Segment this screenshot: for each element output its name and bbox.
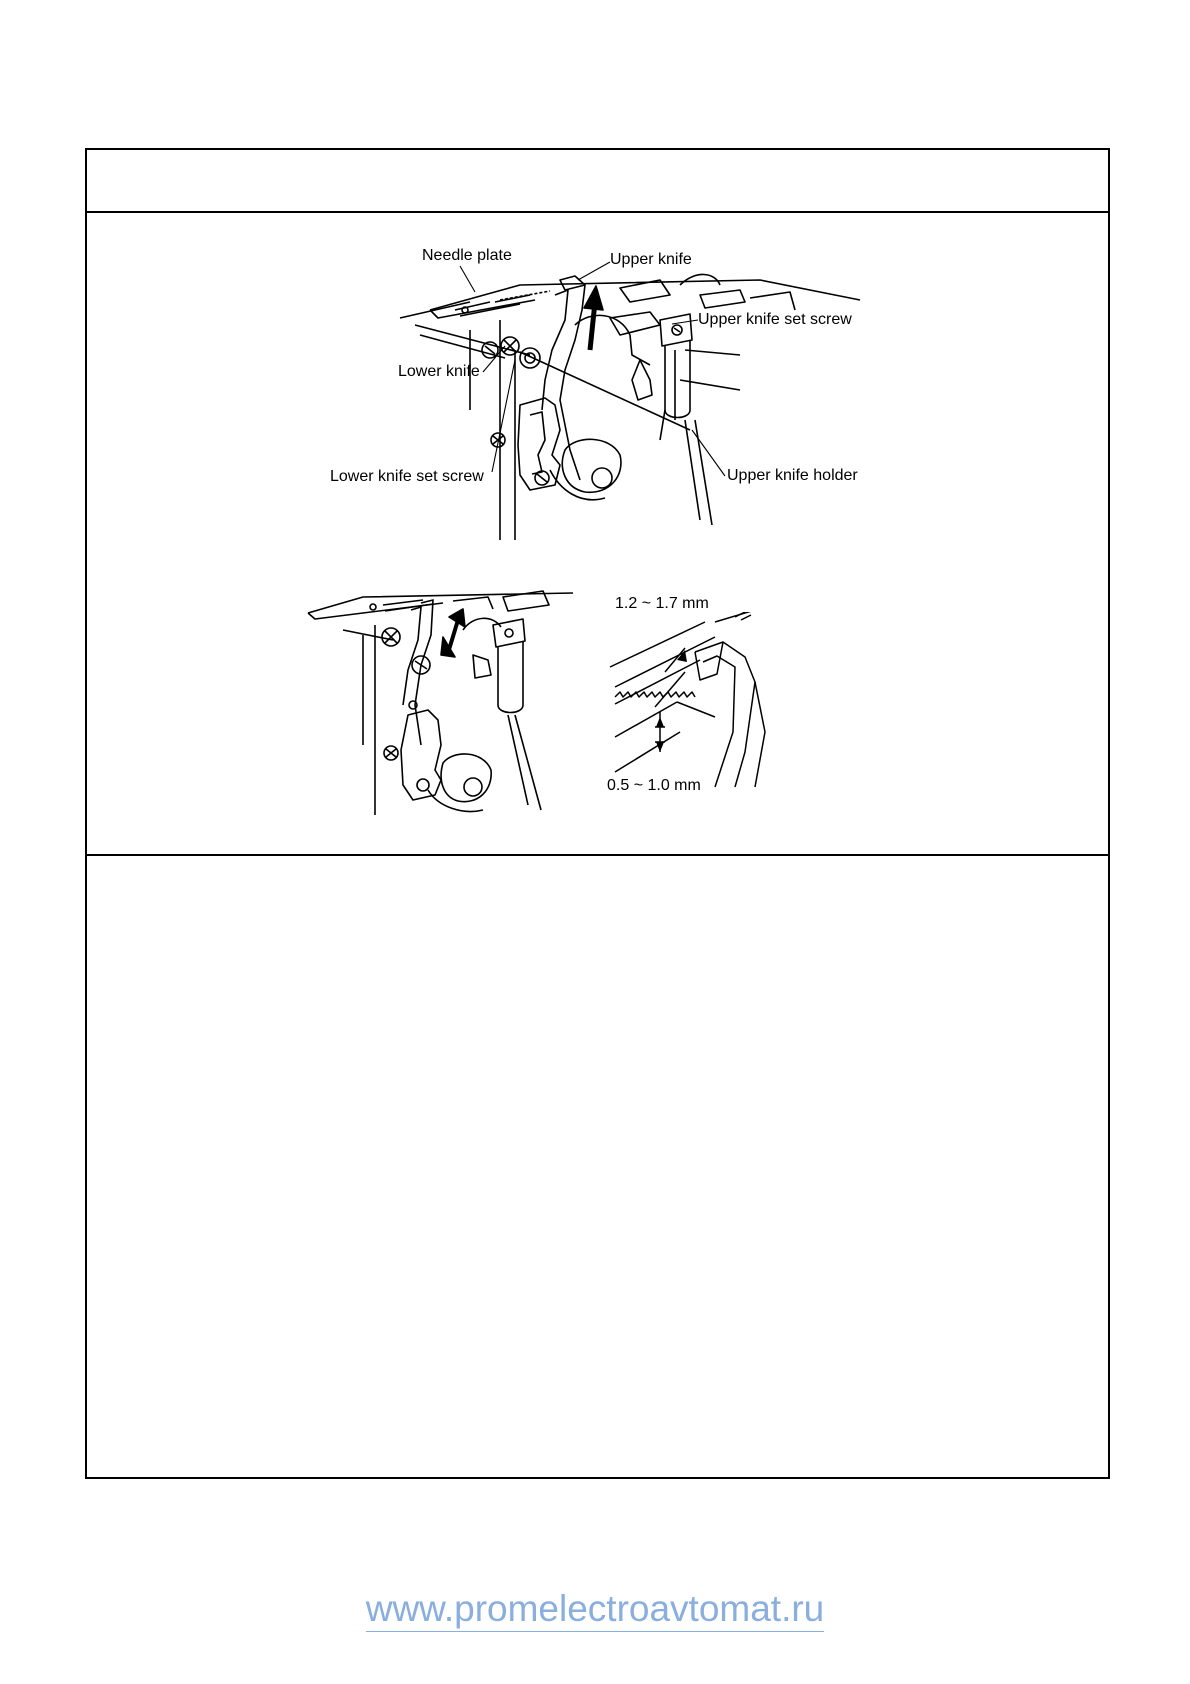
- knife-clearance-drawing: [605, 612, 805, 797]
- lower-knife-label: Lower knife: [398, 363, 480, 380]
- watermark-text[interactable]: www.promelectroavtomat.ru: [366, 1588, 825, 1632]
- knife-adjustment-drawing: [303, 575, 588, 820]
- header-row-divider: [87, 211, 1108, 213]
- watermark-link[interactable]: [0, 1588, 1190, 1630]
- knife-assembly-figure: [320, 240, 880, 545]
- gap-top-label: 1.2 ~ 1.7 mm: [615, 595, 709, 612]
- upper-knife-label: Upper knife: [610, 251, 692, 268]
- upper-knife-set-screw-label: Upper knife set screw: [698, 311, 852, 328]
- knife-adjustment-figure: [303, 575, 588, 820]
- lower-knife-set-screw-label: Lower knife set screw: [330, 468, 484, 485]
- figure-row-divider: [87, 854, 1108, 856]
- gap-bottom-label: 0.5 ~ 1.0 mm: [607, 777, 701, 794]
- needle-plate-label: Needle plate: [422, 247, 512, 264]
- knife-clearance-figure: [605, 595, 805, 797]
- upper-knife-holder-label: Upper knife holder: [727, 467, 858, 484]
- leader-lines: [320, 240, 880, 545]
